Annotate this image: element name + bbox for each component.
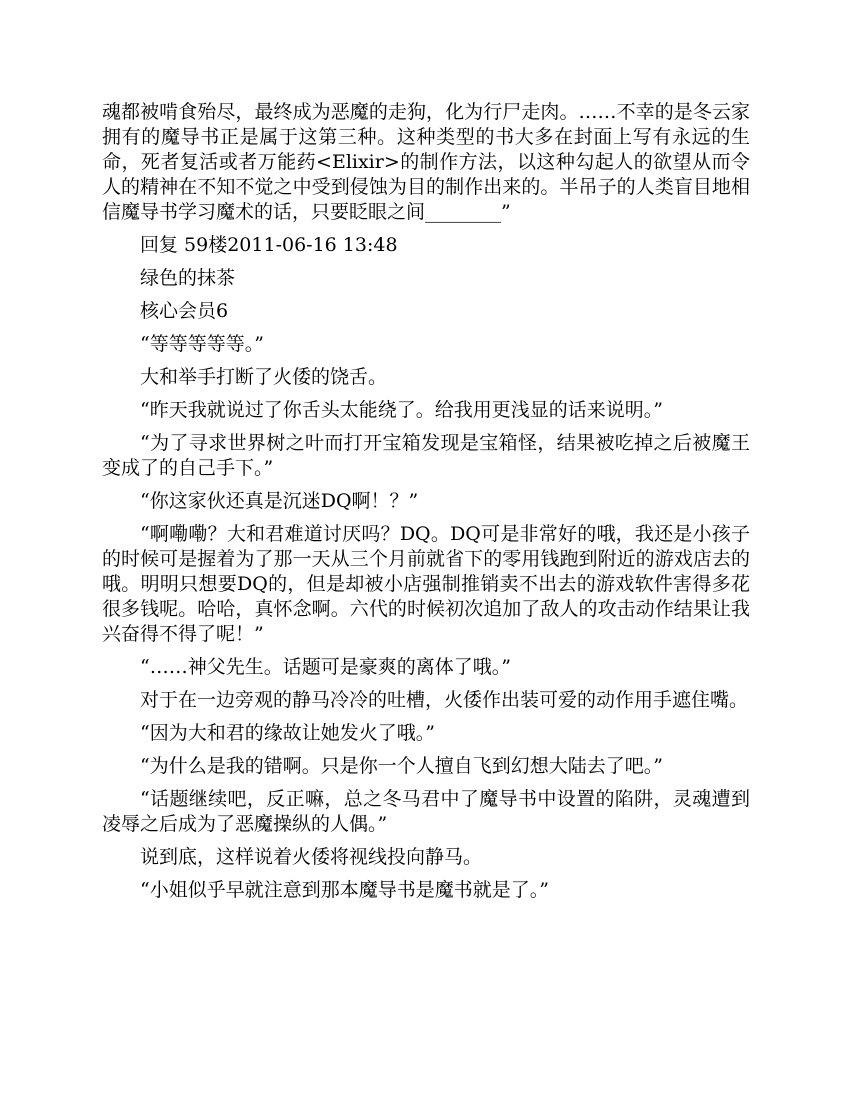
paragraph: 对于在一边旁观的静马冷冷的吐槽，火倭作出装可爱的动作用手遮住嘴。 xyxy=(140,689,749,711)
paragraph: “小姐似乎早就注意到那本魔导书是魔书就是了。” xyxy=(140,879,549,901)
document-page xyxy=(102,100,750,903)
author-name: 绿色的抹茶 xyxy=(140,267,236,289)
paragraph: 大和举手打断了火倭的饶舌。 xyxy=(140,366,388,388)
paragraph: “昨天我就说过了你舌头太能绕了。给我用更浅显的话来说明。” xyxy=(140,399,663,421)
paragraph: “为什么是我的错啊。只是你一个人擅自飞到幻想大陆去了吧。” xyxy=(140,755,663,777)
paragraph: “为了寻求世界树之叶而打开宝箱发现是宝箱怪，结果被吃掉之后被魔王变成了的自己手下。” xyxy=(102,432,750,479)
paragraph: “啊嘞嘞？大和君难道讨厌吗？DQ。DQ可是非常好的哦，我还是小孩子的时候可是握着为了那一天从三个月前就省下的零用钱跑到附近的游戏店去的哦。明明只想要DQ的，但是却被小店强制推销卖不出去的游戏软件害得多花很多钱呢。哈哈，真怀念啊。六代的时候初次追加了敌人的攻击动作结果让我兴奋得不得了呢！” xyxy=(102,523,750,645)
member-level: 核心会员6 xyxy=(140,300,229,322)
paragraph: 魂都被啃食殆尽，最终成为恶魔的走狗，化为行尸走肉。……不幸的是冬云家拥有的魔导书正是属于这第三种。这种类型的书大多在封面上写有永远的生命，死者复活或者万能药<Elixir>的制作方法，以这种勾起人的欲望从而令人的精神在不知不觉之中受到侵蚀为目的制作出来的。半吊子的人类盲目地相信魔导书学习魔术的话，只要眨眼之间________” xyxy=(102,101,750,223)
paragraph: “等等等等等。” xyxy=(140,333,264,355)
paragraph: “……神父先生。话题可是豪爽的离体了哦。” xyxy=(140,656,511,678)
paragraph: 说到底，这样说着火倭将视线投向静马。 xyxy=(140,846,483,868)
paragraph: “话题继续吧，反正嘛，总之冬马君中了魔导书中设置的陷阱，灵魂遭到凌辱之后成为了恶魔操纵的人偶。” xyxy=(102,788,750,835)
paragraph: “因为大和君的缘故让她发火了哦。” xyxy=(140,722,435,744)
paragraph: “你这家伙还真是沉迷DQ啊！？” xyxy=(140,490,419,512)
reply-meta: 回复 59楼2011-06-16 13:48 xyxy=(140,234,398,256)
